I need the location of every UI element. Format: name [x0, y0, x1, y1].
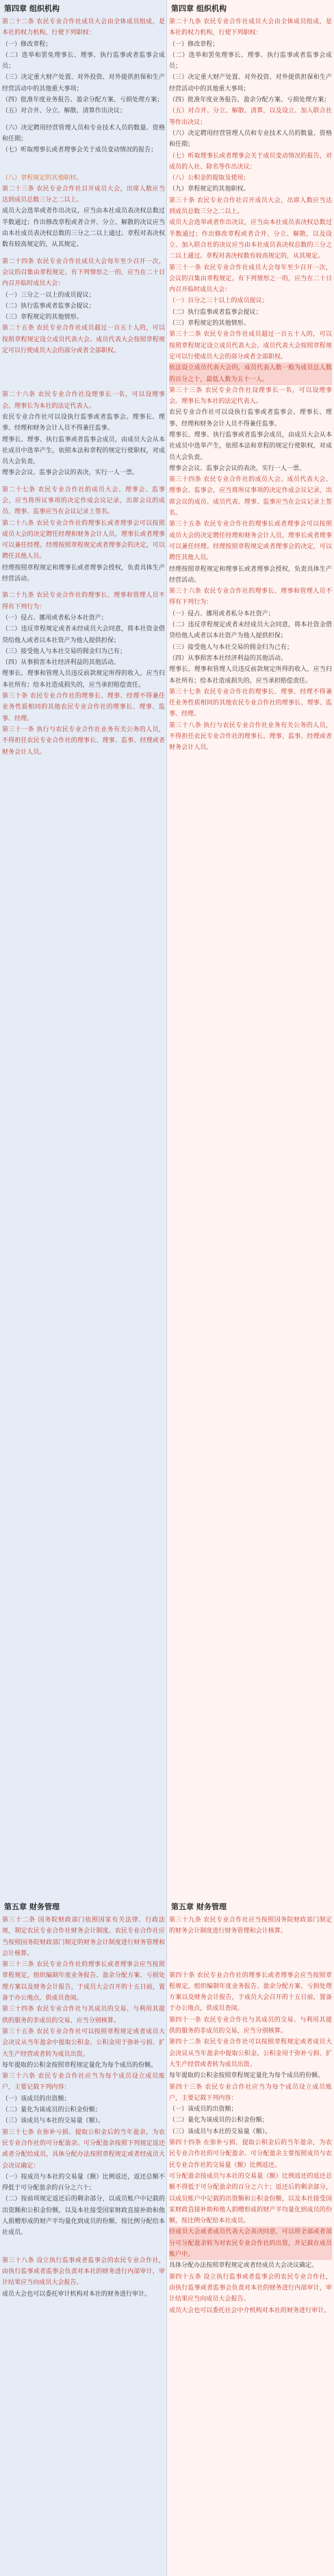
article-paragraph: 成员大会也可以委托社会中介机构对本社的财务进行审计。	[169, 2307, 331, 2314]
article-paragraph: 经成员大会或者成员代表大会表决同意，可以将全部或者部分可分配盈余转为对农民专业合作社的出资，并记载在成员账户中。	[169, 2227, 332, 2260]
old-chapter-5	[0, 1898, 167, 2300]
article-text: 第三十一条 农民专业合作社成员大会每年至少召开一次，会议的召集由章程规定。有下列情形之一的，应当在二十日内召开临时成员大会：	[169, 264, 332, 294]
article-paragraph: 成员大会选举或者作出决议，应当由本社成员表决权总数过半数通过；作出修改章程或者合并、分立、解散，以及设立、加入联合社的决议应当由本社成员表决权总数的三分之二以上通过。章程对表决权数有较高规定的，从其规定。	[169, 219, 332, 260]
old-chapter-4-heading	[0, 0, 167, 15]
article-text: 第二十三条 农民专业合作社召开成员大会，出席人数应当达到成员总数三分之二以上。	[2, 185, 165, 204]
article-text: 第三十条 农民专业合作社召开成员大会，出席人数应当达到成员总数三分之二以上。	[169, 197, 332, 216]
new-chapter-5-heading	[167, 1898, 334, 1913]
clause: （七）听取理事长或者理事会关于成员变动情况的报告，对成员的入社、除名等作出决议；	[169, 152, 332, 171]
article-text: 第三十四条 农民专业合作社的成员大会、成员代表大会、理事会、监事会，应当将所议事项的决定作成会议记录，出席会议的成员、成员代表、理事、监事应当在会议记录上签名。	[169, 476, 332, 517]
article-text: 第二十七条 农民专业合作社的成员大会、理事会、监事会，应当将所议事项的决定作成会议记录，出席会议的成员、理事、监事应当在会议记录上签名。	[2, 486, 165, 516]
clause: （一）按成员与本社的交易量（额）比例返还，返还总额不得低于可分配盈余的百分之六十；	[2, 2173, 165, 2192]
article-paragraph: 成员大会也可以委托审计机构对本社的财务进行审计。	[2, 2290, 151, 2298]
article-text: 第四十四条 在弥补亏损、提取公积金后的当年盈余，为农民专业合作社的可分配盈余。可分配盈余主要按照成员与农民专业合作社的交易量（额）比例返还。	[169, 2139, 332, 2169]
article-text: 第三十五条 农民专业合作社的理事长或者理事会可以按照成员大会的决定聘任经理和财务会计人员，理事长或者理事可以兼任经理。经理按照章程规定或者理事会的决定，可以聘任其他人员。	[169, 521, 332, 562]
article-text: 第三十二条 国务院财政部门依照国家有关法律、行政法规，制定农民专业合作社财务会计制度。农民专业合作社应当按照国务院财政部门制定的财务会计制度进行财务管理和会计核算。	[2, 1917, 165, 1957]
new-chapter-4-text	[167, 15, 334, 754]
article-text: 第三十三条 农民专业合作社的理事长或者理事会应当按照章程规定，组织编制年度业务报告、盈余分配方案、亏损处理方案以及财务会计报告，于成员大会召开的十五日前，置备于办公地点，供成员查阅。	[2, 1961, 165, 2002]
clause: （一）修改章程；	[169, 40, 219, 48]
article-paragraph: 每年提取的公积金按照章程规定量化为每个成员的份额。	[169, 2072, 324, 2080]
clause: （三）接受他人与本社交易的佣金归为己有；	[2, 648, 127, 655]
new-chapter-4-heading	[167, 0, 334, 15]
old-chapter-5-text	[0, 1913, 167, 2300]
chapter-title: 财务管理	[29, 1902, 60, 1911]
clause: （三）章程规定的其他情形。	[169, 320, 250, 328]
clause: （九）章程规定的其他职权。	[169, 186, 250, 193]
new-chapter-5-text	[167, 1913, 334, 2316]
article-text: 第三十七条 农民专业合作社的理事长、理事、经理不得兼任业务性质相同的其他农民专业合作社的理事长、理事、监事、经理。	[169, 688, 332, 718]
article-text: 第二十九条 农民专业合作社的理事长、理事和管理人员不得有下列行为：	[2, 592, 165, 611]
article-paragraph: 可分配盈余按成员与本社的交易量（额）比例返还的返还总额不得低于可分配盈余的百分之六十；返还后的剩余部分，以成员账户中记载的出资额和公积金份额，以及本社接受国家财政直接补助和他人捐赠形成的财产平均量化到成员的份额，按比例分配给本社成员。	[169, 2172, 332, 2225]
clause: （五）对合并、分立、解散、清算，以及设立、加入联合社等作出决议；	[169, 108, 332, 126]
chapter-number: 第四章	[4, 4, 27, 13]
new-chapter-4	[167, 0, 334, 754]
article-text: 第二十五条 农民专业合作社成员超过一百五十人的，可以按照章程规定设立成员代表大会。成员代表大会按照章程规定可以行使成员大会的部分或者全部职权。	[2, 325, 165, 355]
article-text: 第三十条 农民专业合作社的理事长、理事、经理不得兼任业务性质相同的其他农民专业合作社的理事长、理事、监事、经理。	[2, 693, 165, 722]
clause: （四）从事损害本社经济利益的其他活动。	[2, 659, 120, 667]
clause: （四）批准年度业务报告、盈余分配方案、亏损处理方案；	[169, 97, 331, 104]
chapter-title: 财务管理	[196, 1902, 227, 1911]
clause: （一）该成员的出资额；	[2, 2095, 70, 2102]
clause: （二）违反章程规定或者未经成员大会同意，将本社资金借贷给他人或者以本社资产为他人提供担保；	[2, 626, 165, 644]
article-text: 第三十五条 农民专业合作社可以按照章程规定或者成员大会决议从当年盈余中提取公积金。公积金用于弥补亏损、扩大生产经营或者转为成员出资。	[2, 2028, 165, 2058]
clause: （二）量化为该成员的公积金份额；	[169, 2117, 268, 2124]
chapter-number: 第五章	[4, 1902, 27, 1911]
clause: （三）章程规定的其他情形。	[2, 314, 83, 321]
clause: （三）决定重大财产处置、对外投资、对外提供担保和生产经营活动中的其他重大事项；	[169, 74, 332, 93]
article-text: 第三十三条 农民专业合作社设理事长一名，可以设理事会。理事长为本社的法定代表人。	[169, 387, 332, 406]
article-text: 第四十五条 设立执行监事或者监事会的农民专业合作社，由执行监事或者监事会负责对本社的财务进行内部审计，审计结果应当向成员大会报告。	[169, 2273, 332, 2303]
article-text: 第三十六条 农民专业合作社应当为每个成员设立成员账户，主要记载下列内容：	[2, 2073, 165, 2092]
article-text: 第三十二条 农民专业合作社成员超过一百五十人的，可以按照章程规定设立成员代表大会。成员代表大会按照章程规定可以行使成员大会的部分或者全部职权。	[169, 331, 332, 360]
clause: （二）按前项规定返还后的剩余部分，以成员账户中记载的出资额和公积金份额，以及本社接受国家财政直接补助和他人捐赠形成的财产平均量化到成员的份额，按比例分配给本社成员。	[2, 2196, 165, 2237]
chapter-number: 第四章	[171, 4, 194, 13]
old-chapter-4	[0, 0, 167, 758]
clause: （一）侵占、挪用或者私分本社资产；	[169, 610, 274, 617]
clause: （三）接受他人与本社交易的佣金归为己有；	[169, 643, 294, 651]
new-chapter-5	[167, 1898, 334, 2316]
article-text: 第三十一条 执行与农民专业合作社业务有关公务的人员，不得担任农民专业合作社的理事长、理事、监事、经理或者财务会计人员。	[2, 726, 165, 756]
article-paragraph: 经理按照章程规定和理事长或者理事会授权，负责具体生产经营活动。	[169, 565, 332, 584]
clause: （七）听取理事长或者理事会关于成员变动情况的报告；	[2, 147, 157, 154]
article-text: 第四十二条 农民专业合作社可以按照章程规定或者成员大会决议从当年盈余中提取公积金。公积金用于弥补亏损、扩大生产经营或者转为成员出资。	[169, 2039, 332, 2068]
article-text: 第三十九条 农民专业合作社应当按照国务院财政部门制定的财务会计制度进行财务管理和会计核算。	[169, 1917, 332, 1935]
old-chapter-5-heading	[0, 1898, 167, 1913]
clause: （三）该成员与本社的交易量（额）。	[2, 2118, 105, 2125]
article-paragraph: 农民专业合作社可以设执行监事或者监事会。理事长、理事、经理和财务会计人员不得兼任监事。	[2, 413, 165, 432]
article-text: 第四十三条 农民专业合作社应当为每个成员设立成员账户，主要记载下列内容：	[169, 2083, 332, 2102]
article-paragraph: 理事长、理事、执行监事或者监事会成员，由成员大会从本社成员中选举产生，依照本法和章程的规定行使职权，对成员大会负责。	[2, 436, 165, 466]
clause: （一）该成员的出资额；	[169, 2106, 237, 2113]
article-text: 第三十四条 农民专业合作社与其成员的交易、与利用其提供的服务的非成员的交易，应当分别核算。	[2, 2006, 165, 2024]
article-text: 第四十条 农民专业合作社的理事长或者理事会应当按照章程规定，组织编制年度业务报告、盈余分配方案、亏损处理方案以及财务会计报告，于成员大会召开的十五日前，置备于办公地点，供成员查阅。	[169, 1972, 332, 2013]
clause: （六）决定聘用经营管理人员和专业技术人员的数量、资格和任期；	[2, 124, 165, 143]
clause: （二）选举和罢免理事长、理事、执行监事或者监事会成员；	[2, 51, 165, 71]
article-text: 第二十六条 农民专业合作社设理事长一名，可以设理事会。理事长为本社的法定代表人。	[2, 391, 165, 410]
article-text: 第三十八条 设立执行监事或者监事会的农民专业合作社，由执行监事或者监事会负责对本社的财务进行内部审计，审计结果应当向成员大会报告。	[2, 2257, 165, 2287]
article-text: 第二十二条 农民专业合作社成员大会由全体成员组成，是本社的权力机构，行使下列职权：	[2, 19, 165, 37]
article-paragraph: 理事长、理事和管理人员违反前款规定所得的收入，应当归本社所有；给本社造成损失的，应当承担赔偿责任。	[169, 666, 332, 685]
clause: （一）修改章程；	[2, 40, 52, 48]
clause: （八）章程规定的其他职权。	[2, 174, 83, 182]
clause: （一）三分之一以上的成员提议；	[2, 291, 95, 299]
clause: （八）公积金的提取及使用；	[169, 175, 250, 182]
article-text: 第三十六条 农民专业合作社的理事长、理事和管理人员不得有下列行为：	[169, 588, 332, 606]
chapter-title: 组织机构	[196, 4, 227, 13]
chapter-number: 第五章	[171, 1902, 194, 1911]
old-chapter-4-text	[0, 15, 167, 758]
article-text: 第二十九条 农民专业合作社成员大会由全体成员组成，是本社的权力机构，行使下列职权：	[169, 19, 332, 37]
article-paragraph: 理事会会议、监事会会议的表决，实行一人一票。	[169, 465, 306, 472]
clause: （一）侵占、挪用或者私分本社资产；	[2, 614, 107, 622]
clause: （二）量化为该成员的公积金份额；	[2, 2107, 101, 2114]
clause: （四）从事损害本社经济利益的其他活动。	[169, 654, 287, 662]
article-paragraph: 经理按照章程规定和理事长或者理事会授权，负责具体生产经营活动。	[2, 564, 165, 583]
chapter-title: 组织机构	[29, 4, 60, 13]
article-text: 第二十八条 农民专业合作社的理事长或者理事会可以按照成员大会的决定聘任经理和财务会计人员，理事长或者理事可以兼任经理。经理按照章程规定或者理事会的决定，可以聘任其他人员。	[2, 519, 165, 561]
clause: （三）决定重大财产处置、对外投资、对外提供担保和生产经营活动中的其他重大事项；	[2, 74, 165, 93]
clause: （一）百分之三十以上的成员提议；	[169, 297, 268, 305]
new-law-column	[167, 0, 334, 2576]
clause: （二）选举和罢免理事长、理事、执行监事或者监事会成员；	[169, 51, 332, 71]
article-text: 第二十四条 农民专业合作社成员大会每年至少召开一次，会议的召集由章程规定。有下列情形之一的，应当在二十日内召开临时成员大会：	[2, 258, 165, 288]
clause: （四）批准年度业务报告、盈余分配方案、亏损处理方案；	[2, 97, 164, 104]
article-paragraph: 理事长、理事、执行监事或者监事会成员，由成员大会从本社成员中选举产生，依照本法和章程的规定行使职权，对成员大会负责。	[169, 431, 332, 461]
clause: （三）该成员与本社的交易量（额）。	[169, 2128, 272, 2135]
article-text: 第三十八条 执行与农民专业合作社业务有关公务的人员，不得担任农民专业合作社的理事长、理事、监事、经理或者财务会计人员。	[169, 722, 332, 752]
article-text: 第三十七条 在弥补亏损、提取公积金后的当年盈余，为农民专业合作社的可分配盈余。可分配盈余按照下列规定返还或者分配给成员，具体分配办法按照章程规定或者经成员大会决议确定：	[2, 2129, 165, 2170]
article-paragraph: 理事会会议、监事会会议的表决，实行一人一票。	[2, 469, 139, 477]
clause: （二）执行监事或者监事会提议；	[169, 308, 262, 316]
article-paragraph: 理事长、理事和管理人员违反前款规定所得的收入，应当归本社所有；给本社造成损失的，应当承担赔偿责任。	[2, 670, 165, 689]
article-paragraph: 每年提取的公积金按照章程规定量化为每个成员的份额。	[2, 2061, 157, 2069]
article-paragraph: 成员大会选举或者作出决议，应当由本社成员表决权总数过半数通过；作出修改章程或者合并、分立、解散的决议应当由本社成员表决权总数的三分之二以上通过。章程对表决权数有较高规定的，从其规定。	[2, 208, 165, 249]
article-text: 第四十一条 农民专业合作社与其成员的交易、与利用其提供的服务的非成员的交易，应当分别核算。	[169, 2016, 332, 2035]
clause: （二）执行监事或者监事会提议；	[2, 302, 95, 310]
article-paragraph: 农民专业合作社可以设执行监事或者监事会。理事长、理事、经理和财务会计人员不得兼任监事。	[169, 409, 332, 428]
article-paragraph: 依法设立成员代表大会的，成员代表人数一般为成员总人数的百分之十，最低人数为五十一人。	[169, 363, 332, 385]
clause: （二）违反章程规定或者未经成员大会同意，将本社资金借贷给他人或者以本社资产为他人提供担保；	[169, 622, 332, 640]
clause: （五）对合并、分立、解散、清算作出决议；	[2, 108, 127, 115]
article-paragraph: 具体分配办法按照章程规定或者经成员大会决议确定。	[169, 2262, 318, 2270]
clause: （六）决定聘用经营管理人员和专业技术人员的数量、资格和任期；	[169, 130, 332, 149]
